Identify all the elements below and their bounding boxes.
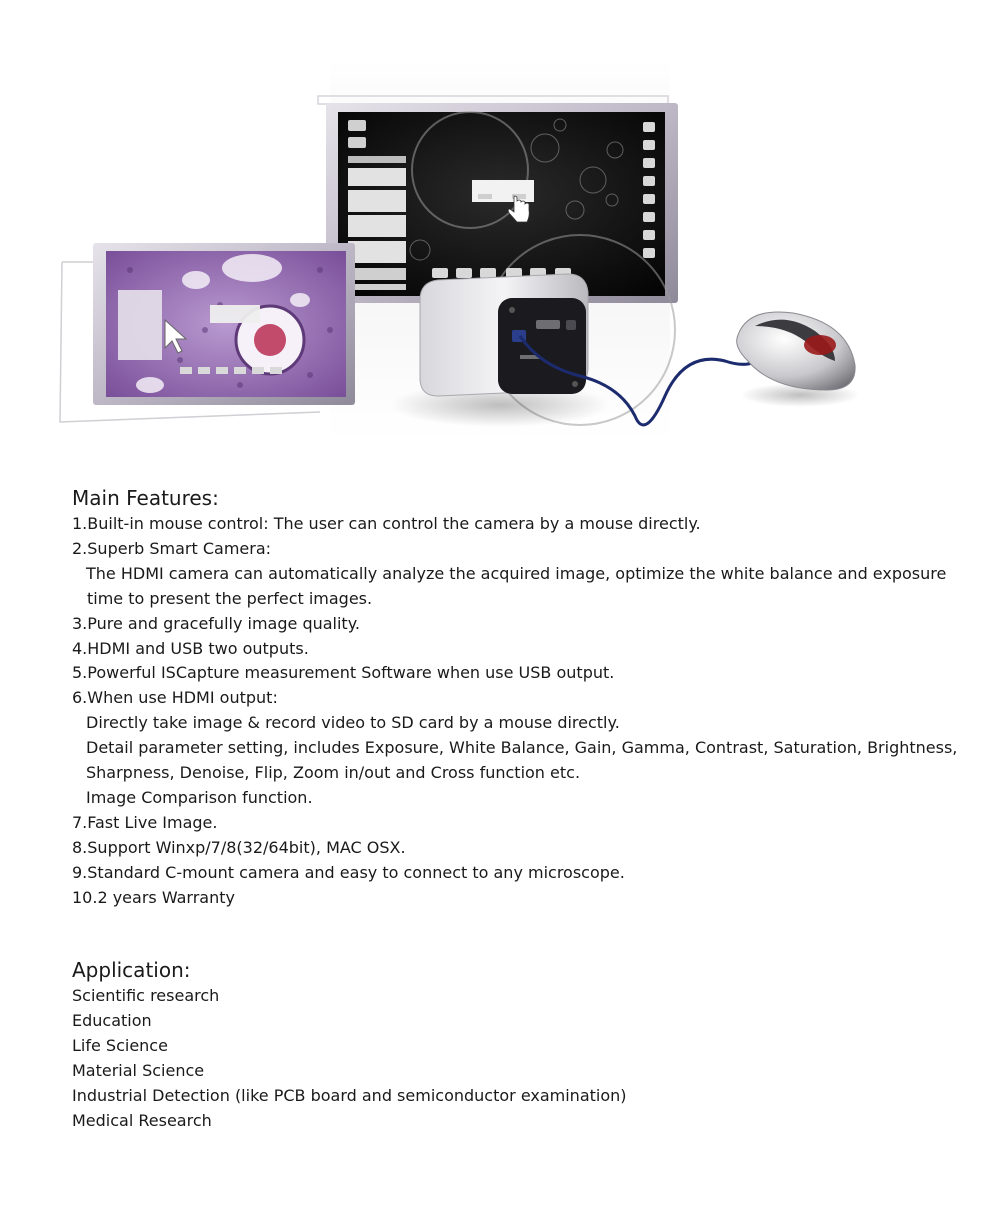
feature-item: 4.HDMI and USB two outputs. — [72, 638, 309, 658]
feature-item-detail: Image Comparison function. — [86, 787, 313, 807]
pause-icon[interactable] — [643, 122, 655, 132]
feature-item: 10.2 years Warranty — [72, 887, 235, 907]
feature-item: 9.Standard C-mount camera and easy to connect to any microscope. — [72, 862, 625, 882]
hdmi-camera — [390, 274, 610, 427]
arrow-right-icon[interactable] — [480, 268, 496, 278]
feature-item-detail: time to present the perfect images. — [87, 588, 373, 608]
arrow-left-icon[interactable] — [456, 268, 472, 278]
application-item: Medical Research — [72, 1110, 212, 1130]
application-heading: Application: — [72, 958, 191, 982]
feature-item: 2.Superb Smart Camera: — [72, 538, 272, 558]
hdmi-camera-setup-illustration — [0, 0, 1000, 460]
application-item: Industrial Detection (like PCB board and semiconductor examination) — [72, 1085, 627, 1105]
main-features-section — [72, 485, 958, 911]
feature-item: 7.Fast Live Image. — [72, 812, 218, 832]
feature-item-detail: The HDMI camera can automatically analyze the acquired image, optimize the white balance and exposure — [86, 563, 947, 583]
main-features-heading: Main Features: — [72, 486, 219, 510]
application-item: Life Science — [72, 1035, 168, 1055]
home-icon[interactable] — [432, 268, 448, 278]
feature-item: 3.Pure and gracefully image quality. — [72, 613, 360, 633]
application-item: Education — [72, 1010, 152, 1030]
zoom-in-icon[interactable] — [643, 158, 655, 168]
zoom-out-icon[interactable] — [643, 176, 655, 186]
small-monitor — [60, 243, 355, 422]
application-item: Material Science — [72, 1060, 205, 1080]
feature-item-detail: Directly take image & record video to SD card by a mouse directly. — [86, 713, 620, 733]
feature-item: 5.Powerful ISCapture measurement Software when use USB output. — [72, 663, 615, 683]
feature-item: 1.Built-in mouse control: The user can control the camera by a mouse directly. — [72, 514, 701, 533]
computer-mouse — [737, 312, 860, 407]
product-illustration — [0, 0, 1000, 460]
camera-icon[interactable] — [348, 120, 366, 131]
application-section — [72, 957, 932, 1133]
delete-confirm-dialog — [472, 180, 534, 202]
application-item: Scientific research — [72, 986, 220, 1005]
feature-item-detail: Detail parameter setting, includes Exposure, White Balance, Gain, Gamma, Contrast, Saturation, Brightness, — [86, 738, 958, 758]
gear-icon[interactable] — [348, 137, 366, 148]
undo-icon[interactable] — [643, 212, 655, 222]
feature-item: 6.When use HDMI output: — [72, 688, 278, 708]
feature-item-detail: Sharpness, Denoise, Flip, Zoom in/out and Cross function etc. — [86, 763, 581, 783]
feature-item: 8.Support Winxp/7/8(32/64bit), MAC OSX. — [72, 837, 406, 857]
